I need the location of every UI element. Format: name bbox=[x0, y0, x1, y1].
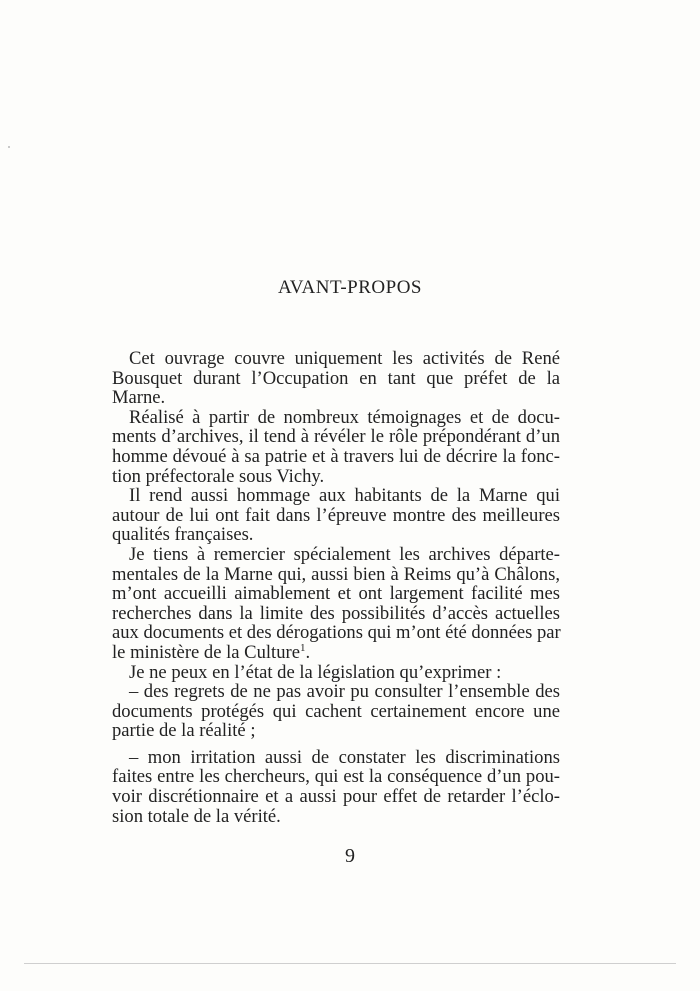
text-line bbox=[112, 525, 560, 545]
text-line bbox=[112, 748, 560, 768]
text-line bbox=[112, 565, 560, 585]
text-line-content: le ministère de la Culture bbox=[112, 641, 300, 663]
text-line-content: – des regrets de ne pas avoir pu consulter l’ensemble des bbox=[129, 681, 560, 703]
text-line-content: partie de la réalité ; bbox=[112, 720, 256, 742]
text-line bbox=[112, 643, 560, 663]
text-line bbox=[112, 388, 560, 408]
text-line-tail: . bbox=[305, 641, 311, 663]
text-line bbox=[112, 369, 560, 389]
text-line-content: Réalisé à partir de nombreux témoignages et de docu- bbox=[129, 406, 560, 428]
text-line-content: faites entre les chercheurs, qui est la conséquence d’un pou- bbox=[112, 766, 560, 788]
text-line-content: mentales de la Marne qui, aussi bien à Reims qu’à Châlons, bbox=[112, 563, 560, 585]
text-line bbox=[112, 486, 560, 506]
text-line-content: qualités françaises. bbox=[112, 524, 254, 546]
text-line-content: Il rend aussi hommage aux habitants de la Marne qui bbox=[129, 485, 560, 507]
text-line-content: Cet ouvrage couvre uniquement les activités de René bbox=[129, 348, 560, 369]
text-line bbox=[112, 584, 560, 604]
text-line-content: tion préfectorale sous Vichy. bbox=[112, 465, 325, 487]
text-line bbox=[112, 702, 560, 722]
text-line bbox=[112, 767, 560, 787]
text-line-content: homme dévoué à sa patrie et à travers lui de décrire la fonc- bbox=[112, 445, 560, 467]
text-line bbox=[112, 467, 560, 487]
text-line bbox=[112, 447, 560, 467]
text-line bbox=[112, 545, 560, 565]
text-line-content: Marne. bbox=[112, 387, 166, 409]
text-line bbox=[112, 663, 560, 683]
text-line-content: aux documents et des dérogations qui m’ont été données par bbox=[112, 622, 561, 644]
text-line-content: m’ont accueilli aimablement et ont largement facilité mes bbox=[112, 583, 560, 605]
text-line-content: sion totale de la vérité. bbox=[112, 805, 281, 827]
text-line-content: – mon irritation aussi de constater les discriminations bbox=[129, 746, 560, 768]
text-line bbox=[112, 623, 560, 643]
text-line bbox=[112, 408, 560, 428]
text-line-content: Je ne peux en l’état de la législation qu’exprimer : bbox=[129, 661, 502, 683]
text-line-content: Je tiens à remercier spécialement les archives départe- bbox=[129, 543, 560, 565]
body-text bbox=[112, 349, 560, 826]
text-line bbox=[112, 427, 560, 447]
text-line bbox=[112, 349, 560, 369]
scan-speck bbox=[8, 146, 10, 148]
text-line-content: voir discrétionnaire et a aussi pour effet de retarder l’éclo- bbox=[112, 786, 560, 808]
text-line bbox=[112, 787, 560, 807]
text-line bbox=[112, 807, 560, 827]
scan-edge-line bbox=[24, 963, 676, 964]
page-heading: AVANT-PROPOS bbox=[278, 277, 422, 298]
footnote-marker: 1 bbox=[299, 641, 306, 654]
text-line-content: documents protégés qui cachent certainement encore une bbox=[112, 700, 560, 722]
text-line-content: Bousquet durant l’Occupation en tant que préfet de la bbox=[112, 367, 560, 389]
text-line-content: autour de lui ont fait dans l’épreuve montre des meilleures bbox=[112, 504, 560, 526]
text-line bbox=[112, 721, 560, 741]
text-line bbox=[112, 506, 560, 526]
text-line-content: recherches dans la limite des possibilités d’accès actuelles bbox=[112, 602, 560, 624]
text-line bbox=[112, 604, 560, 624]
page-number: 9 bbox=[345, 845, 355, 867]
text-line-content: ments d’archives, il tend à révéler le rôle prépondérant d’un bbox=[112, 426, 560, 448]
text-line bbox=[112, 682, 560, 702]
